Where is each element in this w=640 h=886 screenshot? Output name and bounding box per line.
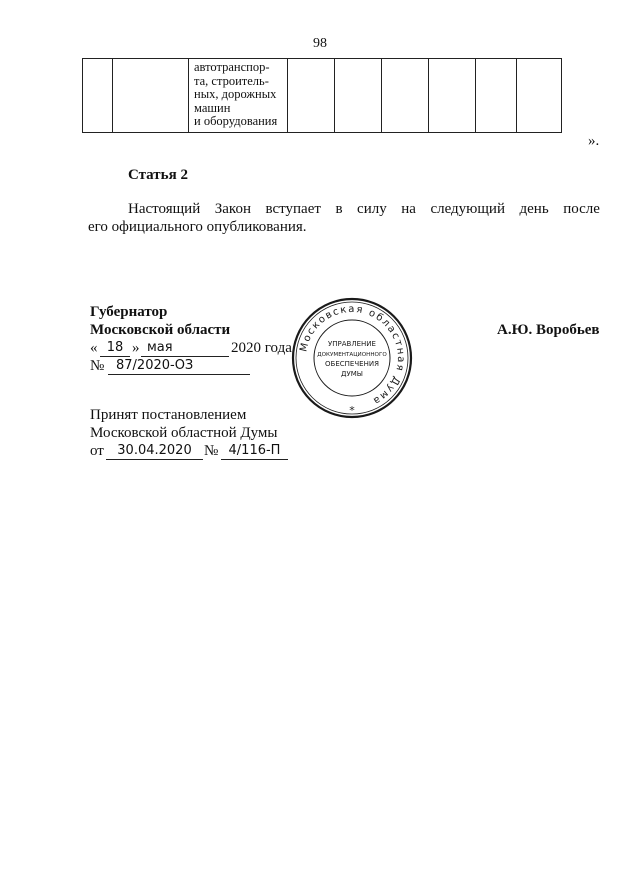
table-cell-description [189, 59, 288, 133]
table-cell [113, 59, 189, 133]
seal-center-line: ДОКУМЕНТАЦИОННОГО [317, 352, 387, 358]
page-number: 98 [313, 36, 327, 51]
paragraph-word: силу [357, 201, 387, 217]
seal-center-line: ДУМЫ [341, 370, 363, 378]
table-cell [476, 59, 517, 133]
signed-day: 18 [100, 340, 130, 357]
law-number-prefix: № [90, 358, 105, 374]
signer-title-line2: Московской области [90, 322, 231, 338]
table-row [83, 59, 562, 133]
signer-title-line1: Губернатор [90, 304, 168, 320]
signed-month: мая [141, 340, 229, 357]
adoption-date: 30.04.2020 [106, 443, 203, 460]
paragraph-word: день [519, 201, 549, 217]
adoption-date-prefix: от [90, 443, 104, 459]
signed-year: 2020 года [231, 340, 292, 356]
paragraph-word: на [401, 201, 416, 217]
paragraph-word: после [563, 201, 600, 217]
seal-ring-text: Московская областная Дума [298, 303, 407, 407]
cell-text-line: автотранспор- [194, 60, 270, 74]
paragraph-line-1 [128, 201, 600, 218]
table-cell [517, 59, 562, 133]
seal-star-icon: * [349, 404, 355, 417]
adoption-number-prefix: № [204, 443, 219, 459]
paragraph-word: вступает [265, 201, 321, 217]
adoption-line1: Принят постановлением [90, 407, 247, 423]
table-cell [335, 59, 382, 133]
date-quote-open: « [90, 340, 98, 356]
paragraph-word: Закон [214, 201, 251, 217]
table-cell [382, 59, 429, 133]
cell-text-line: машин [194, 100, 231, 115]
adoption-number: 4/116-П [221, 443, 288, 460]
date-quote-close: » [132, 340, 140, 356]
official-seal [290, 296, 414, 420]
closing-quote: ». [588, 133, 600, 149]
table-cell [83, 59, 113, 133]
paragraph-word: Настоящий [128, 201, 201, 217]
table-cell [288, 59, 335, 133]
adoption-line2: Московской областной Думы [90, 425, 278, 441]
seal-center-line: УПРАВЛЕНИЕ [328, 340, 376, 348]
signer-name: А.Ю. Воробьев [497, 322, 600, 338]
law-number: 87/2020-ОЗ [108, 358, 250, 375]
paragraph-word: следующий [430, 201, 505, 217]
paragraph-line-2: его официального опубликования. [88, 219, 307, 235]
seal-center-line: ОБЕСПЕЧЕНИЯ [325, 360, 379, 368]
cell-text-line: и оборудования [194, 114, 278, 128]
table-cell [429, 59, 476, 133]
paragraph-word: в [335, 201, 343, 217]
cell-text-line: ных, дорожных [194, 87, 277, 101]
cell-text-line: та, строитель- [194, 73, 269, 88]
continued-table [82, 58, 562, 133]
article-title: Статья 2 [128, 167, 188, 183]
